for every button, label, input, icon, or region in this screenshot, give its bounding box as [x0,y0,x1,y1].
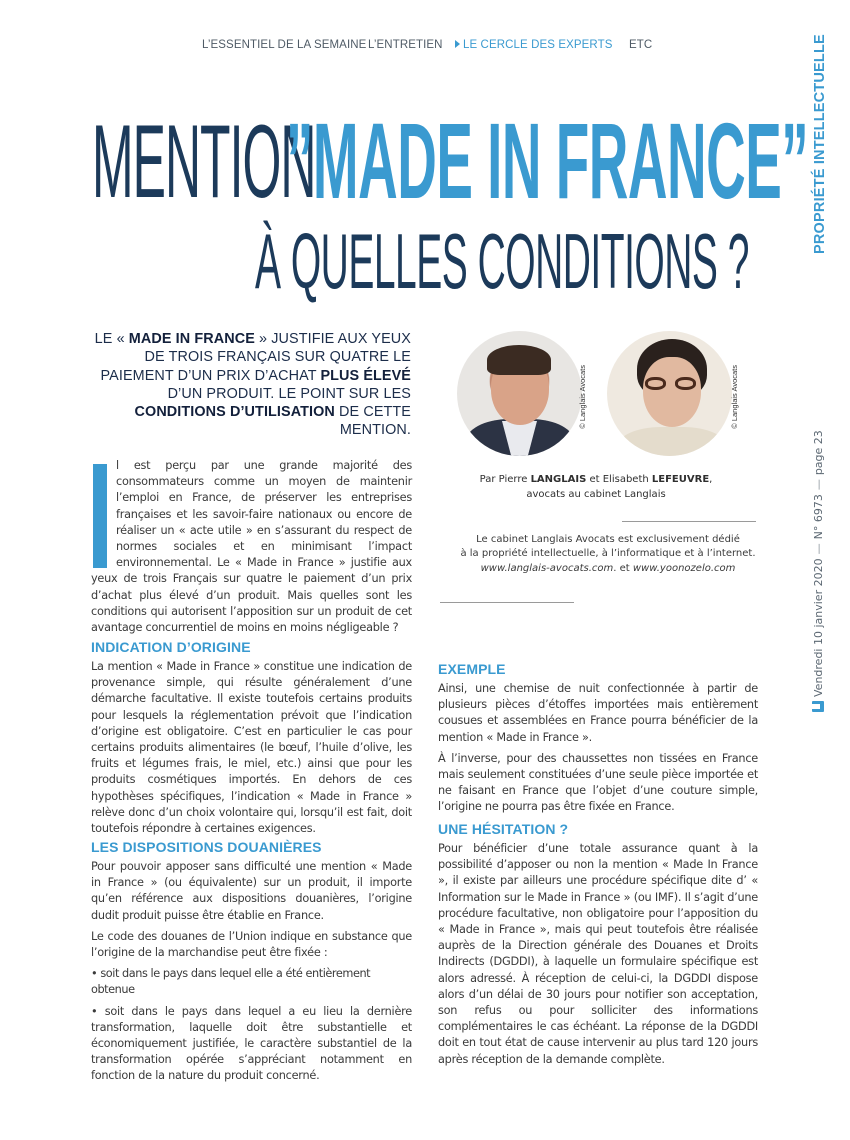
divider [440,602,574,603]
nav-item-entretien[interactable]: L’ENTRETIEN [368,39,443,51]
bullet-item: • soit dans le pays dans lequel elle a été entièrement obtenue [91,967,371,997]
author-role: avocats au cabinet Langlais [526,489,666,500]
section-heading: UNE HÉSITATION ? [438,821,569,837]
caret-right-icon [455,40,460,48]
divider [622,521,756,522]
headline-part1: MENTION [92,104,316,220]
firm-link-yoonozelo[interactable]: www.yoonozelo.com [632,562,736,574]
headline-line2: À QUELLES CONDITIONS ? [255,217,749,305]
section-indication-origine: INDICATION D’ORIGINE La mention « Made in France » constitue une indication de provenance simple, qui résulte généralement d’une démarche facultative. Il existe toutefois certains produits pour lesquels la réglementation prévoit que l’indication d’origine est obligatoire. C’est en particulier le cas pour certains produits alimentaires (le bœuf, l’huile d’olive, les fruits et légumes frais, le miel, etc.) ainsi que pour les produits cosmétiques importés. En dehors de ces hypothèses spécifiques, l’indication « Made in France » relève donc d’un choix volontaire qui, lorsqu’il est fait, doit toutefois répondre à certaines exigences. [91,639,412,836]
dropcap-bar [93,464,107,568]
section-heading: INDICATION D’ORIGINE [91,639,251,655]
separator: — [812,543,825,555]
firm-link-langlais[interactable]: www.langlais-avocats.com [480,562,614,574]
photo-credit: © Langlais Avocats [730,365,739,429]
section-heading: LES DISPOSITIONS DOUANIÈRES [91,839,322,855]
author-photo-elisabeth-lefeuvre [607,331,732,456]
section-dispositions-douanieres: LES DISPOSITIONS DOUANIÈRES Pour pouvoir apposer sans difficulté une mention « Made in France » (ou équivalente) sur un produit, il importe qu’en référence aux dispositions douanières, l’origine dudit produit puisse être établie en France. Le code des douanes de l’Union indique en substance que l’origine de la marchandise peut être fixée : • soit dans le pays dans lequel elle a été entièrement obtenue • soit dans le pays dans lequel a eu lieu la dernière transformation, laquelle doit être substantielle et économiquement justifiée, le caractère substantiel de la transformation opérée s’appréciant notamment en fonction de la nature du produit concerné. [91,838,412,1090]
section-nav [0,39,850,55]
firm-description: Le cabinet Langlais Avocats est exclusivement dédié à la propriété intellectuelle, à l’informatique et à l’internet. www.langlais-avocats.com. et www.yoonozelo.com [460,534,756,574]
author-photo-pierre-langlais [457,331,582,456]
issue-date: Vendredi 10 janvier 2020 [812,558,825,697]
issue-footer [812,430,825,712]
standfirst: LE « MADE IN FRANCE » JUSTIFIE AUX YEUX DE TROIS FRANÇAIS SUR QUATRE LE PAIEMENT D’UN PRIX D’ACHAT PLUS ÉLEVÉ D’UN PRODUIT. LE POINT SUR LES CONDITIONS D’UTILISATION DE CETTE MENTION. [94,331,411,439]
separator: — [812,479,825,491]
section-exemple: EXEMPLE Ainsi, une chemise de nuit confectionnée à partir de plusieurs pièces d’étoffes importées mais entièrement cousues et assemblées en France pourra bénéficier de la mention « Made in France ». À l’inverse, pour des chaussettes non tissées en France mais seulement constituées d’une seule pièce importée et ne faisant en France que l’objet d’une couture simple, l’origine ne pourra pas être fixée en France. [438,661,758,814]
page-number: page 23 [812,430,825,476]
photo-credit: © Langlais Avocats [578,365,587,429]
section-une-hesitation: UNE HÉSITATION ? Pour bénéficier d’une totale assurance quant à la possibilité d’apposer ou non la mention « Made In France », il existe par ailleurs une procédure spécifique dite d’ « Information sur le Made in France » (ou IMF). Il s’agit d’une procédure facultative, non obligatoire pour l’apposition du « Made in France », mais qui peut toutefois être réalisée auprès de la Direction générale des Douanes et Droits Indirects (DGDDI), à laquelle un formulaire spécifique est alors adressé. À réception de celui-ci, la DGDDI dispose alors d’un délai de 30 jours pour notifier son acceptation, son refus ou pour solliciter des informations complémentaires le cas échéant. La réponse de la DGDDI doit en tout état de cause intervenir au plus tard 120 jours après réception de la demande complète. [438,821,758,1066]
nav-item-label: LE CERCLE DES EXPERTS [463,39,613,51]
section-heading: EXEMPLE [438,661,506,677]
journal-logo-icon [812,701,824,712]
author-name: LANGLAIS [530,474,587,485]
nav-item-cercle-des-experts[interactable] [455,39,613,51]
byline: Par Pierre LANGLAIS et Elisabeth LEFEUVRE, avocats au cabinet Langlais [440,472,752,502]
article-intro: l est perçu par une grande majorité des consommateurs comme un moyen de maintenir l’emploi en France, de préserver les entreprises françaises et les savoir-faire nationaux ou encore de réaliser un « acte utile » en s’assurant du respect de normes sociales et en minimisant l’impact environnemental. Le « Made in France » justifie aux yeux de trois Français sur quatre le paiement d’un prix d’achat plus élevé d’un produit. Mais quelles sont les conditions qui autorisent l’apposition sur un produit de cet avantage concurrentiel de moins en moins négligeable ? [91,459,412,635]
nav-item-etc[interactable]: ETC [629,39,653,51]
headline-part2: ”MADE IN FRANCE” [286,100,809,221]
bullet-item: • soit dans le pays dans lequel a eu lieu la dernière transformation, laquelle doit être substantielle et économiquement justifiée, le caractère substantiel de la transformation opérée s’appréciant notamment en fonction de la nature du produit concerné. [91,1004,412,1083]
issue-number: N° 6973 [812,494,825,540]
nav-item-essentiel[interactable]: L’ESSENTIEL DE LA SEMAINE [202,39,367,51]
section-rubric: PROPRIÉTÉ INTELLECTUELLE [812,34,828,254]
author-name: LEFEUVRE [651,474,710,485]
